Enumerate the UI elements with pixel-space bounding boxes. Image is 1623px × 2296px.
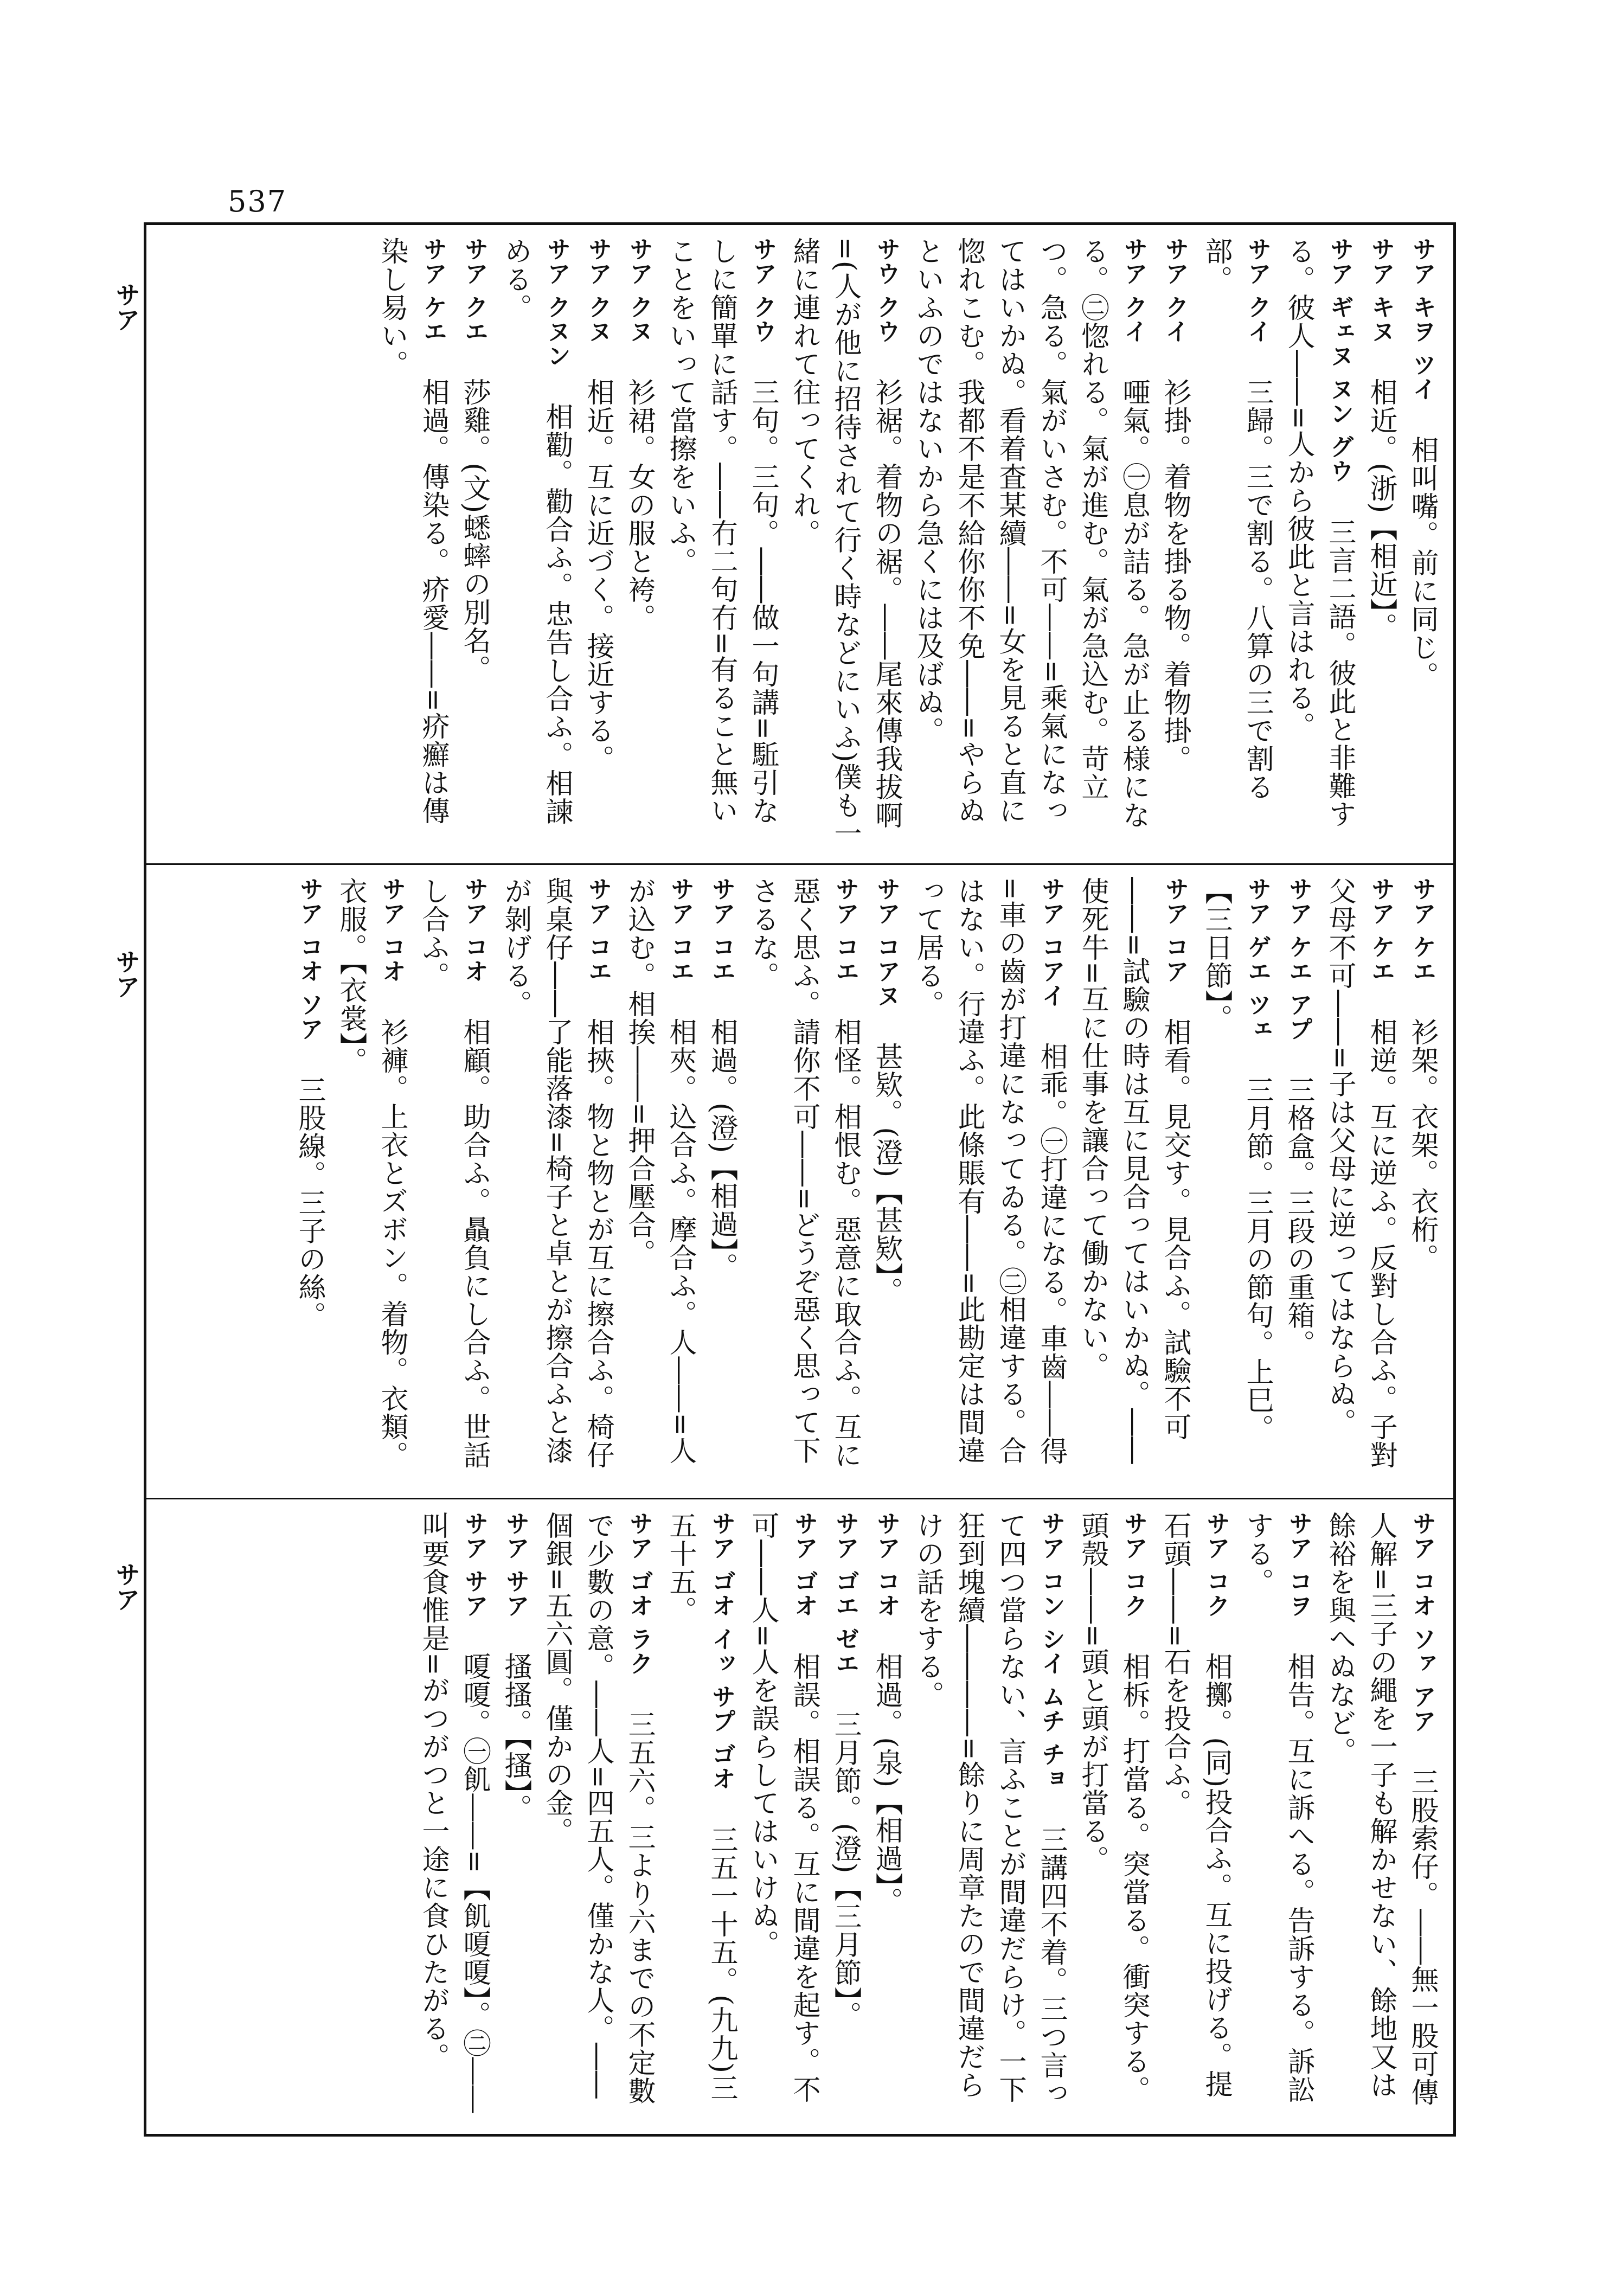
entry-separator bbox=[783, 1621, 824, 1649]
entry-separator bbox=[618, 1679, 659, 1707]
dictionary-entry bbox=[412, 1511, 495, 2119]
entry-separator bbox=[865, 1011, 907, 1039]
entry-separator bbox=[1360, 347, 1401, 375]
entry-separator bbox=[824, 1679, 865, 1707]
entry-definition: 相擲。(同)投合ふ。互に投げる。提石頭――=石を投合ふ。 bbox=[1159, 1511, 1232, 2099]
dictionary-entry bbox=[824, 1511, 865, 2119]
entry-headword-reading: サア ケエ bbox=[1408, 877, 1436, 984]
entry-definition: 相近。互に近づく。接近する。 bbox=[582, 378, 614, 773]
entry-definition: 唖氣。㊀息が詰る。急が止る様になる。㊁惚れる。氣が進む。氣が急込む。苛立つ。急る。氣がいさむ。不可――=乘氣になってはいかぬ。看着査某續――=女を見ると直に惚れこむ。我都不是不給你你不免――=やらぬといふのではないから急くには及ばぬ。 bbox=[912, 237, 1150, 830]
entry-separator bbox=[495, 1621, 536, 1649]
dictionary-entry bbox=[288, 877, 330, 1484]
entry-definition: 相過。(泉)【相過】。 bbox=[870, 1652, 902, 1915]
entry-headword-reading: サア コオ bbox=[378, 877, 406, 984]
entry-headword-reading: サア クヌン bbox=[543, 237, 570, 368]
entry-definition: 三歸。三で割る。八算の三で割る部。 bbox=[1200, 237, 1273, 801]
entry-headword-reading: サア コエ bbox=[708, 877, 735, 984]
entry-separator bbox=[865, 347, 907, 375]
dictionary-band-middle bbox=[146, 865, 1453, 1499]
dictionary-entry bbox=[1319, 877, 1401, 1484]
dictionary-entry bbox=[1401, 877, 1442, 1484]
entry-headword-reading: サア コオ bbox=[460, 877, 488, 984]
entry-separator bbox=[1401, 1736, 1442, 1765]
entry-separator bbox=[453, 1621, 495, 1649]
entry-headword-reading: サア コオ ソア bbox=[296, 877, 323, 1041]
entry-headword-reading: サア コヲ bbox=[1285, 1511, 1312, 1618]
entry-separator bbox=[412, 347, 453, 375]
entry-headword-reading: サア コエ bbox=[666, 877, 694, 984]
dictionary-entry bbox=[371, 237, 453, 850]
entry-separator bbox=[701, 1794, 742, 1822]
entry-headword-reading: サウ クウ bbox=[873, 237, 900, 344]
dictionary-entry bbox=[453, 237, 495, 850]
dictionary-entry bbox=[495, 237, 577, 850]
entry-separator bbox=[865, 1621, 907, 1649]
dictionary-entry bbox=[1154, 1511, 1236, 2119]
entry-separator bbox=[453, 986, 495, 1015]
entry-definition: 三股索仔。――無一股可傳人解=三子の繩を一子も解かせない、餘地又は餘裕を與へぬなど。 bbox=[1324, 1511, 1438, 2106]
entry-definition: 三講四不着。三つ言って四つ當らない、言ふことが間違だらけ。一下狂到塊續――――=餘りに周章たので間違だらけの話をする。 bbox=[912, 1511, 1067, 2108]
entry-headword-reading: サア ケエ bbox=[419, 237, 447, 344]
dictionary-entry bbox=[1360, 237, 1401, 850]
dictionary-entry bbox=[536, 1511, 659, 2119]
dictionary-entry bbox=[907, 1511, 1072, 2119]
entry-definition: 三格盒。三段の重箱。 bbox=[1282, 1075, 1314, 1358]
dictionary-frame bbox=[144, 222, 1456, 2137]
entry-separator bbox=[824, 986, 865, 1015]
entry-definition: 衫裙。女の服と袴。 bbox=[623, 378, 655, 632]
entry-headword-reading: サア コエ bbox=[584, 877, 612, 984]
entry-definition: 相過。(澄)【相過】。 bbox=[705, 1018, 737, 1281]
dictionary-entry bbox=[659, 1511, 742, 2119]
entry-definition: 相近。(浙)【相近】。 bbox=[1365, 378, 1397, 641]
entry-headword-reading: サア コオ ソァ アア bbox=[1408, 1511, 1436, 1733]
entry-separator bbox=[577, 986, 618, 1015]
entry-headword-reading: サア ゴオ イッ サプ ゴオ bbox=[708, 1511, 735, 1791]
entry-definition: 相告。互に訴へる。告訴する。訴訟する。 bbox=[1241, 1511, 1314, 2104]
entry-separator bbox=[1319, 486, 1360, 515]
dictionary-entry bbox=[1072, 1511, 1154, 2119]
entry-definition: 相誤。相誤る。互に間違を起す。不可――人=人を誤らしてはいけぬ。 bbox=[747, 1511, 820, 2104]
entry-definition: 莎雞。(文)蟋蟀の別名。 bbox=[458, 378, 490, 683]
entry-headword-reading: サア コア bbox=[1161, 877, 1189, 984]
entry-headword-reading: サア クイ bbox=[1120, 237, 1147, 344]
entry-definition: 三五一十五。(九九)三五十五。 bbox=[664, 1511, 737, 2102]
entry-separator bbox=[659, 986, 701, 1015]
entry-separator bbox=[1030, 1794, 1072, 1822]
dictionary-entry bbox=[742, 1511, 824, 2119]
entry-headword-reading: サア クウ bbox=[749, 237, 777, 344]
running-head: サア bbox=[112, 949, 141, 999]
entry-separator bbox=[1113, 1621, 1154, 1649]
entry-headword-reading: サア クヌ bbox=[625, 237, 653, 344]
entry-definition: 三月節。(澄)【三月節】。 bbox=[829, 1710, 861, 2029]
entry-separator bbox=[577, 347, 618, 375]
entry-definition: 相勸。勸合ふ。忠告し合ふ。相諫める。 bbox=[499, 237, 573, 826]
entry-separator bbox=[618, 347, 659, 375]
dictionary-entry bbox=[618, 237, 659, 850]
dictionary-entry bbox=[742, 877, 865, 1484]
entry-headword-reading: サア ゲエ ツェ bbox=[1243, 877, 1271, 1041]
dictionary-entry bbox=[1319, 1511, 1442, 2119]
entry-definition: 相夾。込合ふ。摩合ふ。人――=人が込む。相挨――=押合壓合。 bbox=[623, 877, 696, 1465]
dictionary-entry bbox=[618, 877, 701, 1484]
page-number: 537 bbox=[228, 184, 287, 219]
entry-headword-reading: サア ケエ アプ bbox=[1285, 877, 1312, 1041]
dictionary-entry bbox=[1195, 877, 1278, 1484]
entry-definition: 搔搔。【搔】。 bbox=[499, 1652, 531, 1823]
dictionary-entry bbox=[495, 1511, 536, 2119]
entry-definition: 相叫嘴。前に同じ。 bbox=[1406, 435, 1438, 690]
entry-headword-reading: サア クイ bbox=[1161, 237, 1189, 344]
dictionary-entry bbox=[412, 877, 495, 1484]
entry-separator bbox=[1113, 347, 1154, 375]
entry-definition: 相挾。物と物とが互に擦合ふ。椅仔與桌仔――了能落漆=椅子と卓とが擦合ふと漆が剝げる。 bbox=[499, 877, 614, 1470]
dictionary-entry bbox=[865, 1511, 907, 2119]
dictionary-entry bbox=[1278, 877, 1319, 1484]
entry-separator bbox=[1360, 986, 1401, 1015]
entry-definition: 嗄嗄。㊀飢――=【飢嗄嗄】。㊁――叫要食惟是=がつがつと一途に食ひたがる。 bbox=[417, 1511, 490, 2114]
entry-headword-reading: サア コン シイ ムチ チョ bbox=[1037, 1511, 1065, 1791]
entry-definition: 三句。三句。――做一句講=駈引なしに簡單に話す。――冇二句冇=有ること無いことをいって當擦をいふ。 bbox=[664, 237, 779, 825]
entry-definition: 相柝。打當る。突當る。衝突する。頭殼――=頭と頭が打當る。 bbox=[1076, 1511, 1150, 2104]
dictionary-entry bbox=[1236, 1511, 1319, 2119]
entry-separator bbox=[1154, 986, 1195, 1015]
dictionary-band-upper bbox=[146, 225, 1453, 865]
entry-definition: 相怪。相恨む。惡意に取合ふ。互に惡く思ふ。請你不可――=どうぞ惡く思って下さるな。 bbox=[747, 877, 861, 1470]
dictionary-entry bbox=[1154, 237, 1195, 850]
entry-separator bbox=[453, 347, 495, 375]
dictionary-entry bbox=[495, 877, 618, 1484]
entry-definition: 衫架。衣架。衣桁。 bbox=[1406, 1018, 1438, 1272]
entry-headword-reading: サア コク bbox=[1120, 1511, 1147, 1618]
entry-separator bbox=[701, 986, 742, 1015]
entry-definition: 衫褲。上衣とズボン。着物。衣類。衣服。【衣裳】。 bbox=[335, 877, 408, 1470]
entry-headword-reading: サア キヌ bbox=[1367, 237, 1395, 344]
entry-definition: 相逆。互に逆ふ。反對し合ふ。子對父母不可――=子は父母に逆ってはならぬ。 bbox=[1324, 877, 1397, 1470]
entry-headword-reading: サア クエ bbox=[460, 237, 488, 344]
dictionary-entry bbox=[1195, 237, 1278, 850]
entry-separator bbox=[1401, 405, 1442, 433]
dictionary-entry bbox=[1278, 237, 1360, 850]
dictionary-entry bbox=[907, 877, 1072, 1484]
entry-headword-reading: サア キヲ ツイ bbox=[1408, 237, 1436, 401]
entry-definition: 相看。見交す。見合ふ。試驗不可――=試驗の時は互に見合ってはいかぬ。――使死牛=互に仕事を讓合って働かない。 bbox=[1076, 877, 1191, 1465]
entry-headword-reading: サア コアイ bbox=[1037, 877, 1065, 1008]
entry-definition: 相乖。㊀打違になる。車齒――得=車の齒が打違になってゐる。㊁相違する。合はない。行違ふ。此條賬有――=此勘定は間違って居る。 bbox=[912, 877, 1067, 1466]
entry-separator bbox=[371, 986, 412, 1015]
entry-headword-reading: サア ケエ bbox=[1367, 877, 1395, 984]
entry-definition: 衫掛。着物を掛る物。着物掛。 bbox=[1159, 378, 1191, 773]
entry-separator bbox=[1278, 1044, 1319, 1073]
entry-definition: 三五六。三より六までの不定數で少數の意。――人=四五人。僅かな人。――個銀=五六圓。僅かの金。 bbox=[541, 1511, 655, 2105]
entry-separator bbox=[1195, 1621, 1236, 1649]
entry-headword-reading: サア サア bbox=[460, 1511, 488, 1618]
entry-separator bbox=[1236, 347, 1278, 375]
dictionary-entry bbox=[659, 237, 783, 850]
dictionary-entry bbox=[577, 237, 618, 850]
entry-definition: 相顧。助合ふ。贔負にし合ふ。世話し合ふ。 bbox=[417, 877, 490, 1470]
entry-headword-reading: サア コク bbox=[1202, 1511, 1230, 1618]
entry-definition: 衫裾。着物の裾。――尾來傳我拔啊=(人が他に招待されて行く時などにいふ)僕も一緒に連れて往ってくれ。 bbox=[788, 237, 902, 848]
entry-headword-reading: サア コオ bbox=[873, 1511, 900, 1618]
entry-headword-reading: サア クヌ bbox=[584, 237, 612, 344]
running-head: サア bbox=[112, 282, 141, 332]
dictionary-band-lower bbox=[146, 1499, 1453, 2134]
entry-headword-reading: サア コエ bbox=[831, 877, 859, 984]
dictionary-entry bbox=[701, 877, 742, 1484]
entry-separator bbox=[1401, 986, 1442, 1015]
entry-definition: 相過。傳染る。疥愛――=疥癬は傳染し易い。 bbox=[376, 237, 449, 825]
dictionary-entry bbox=[330, 877, 412, 1484]
entry-headword-reading: サア サア bbox=[502, 1511, 529, 1618]
entry-separator bbox=[1030, 1011, 1072, 1039]
entry-separator bbox=[742, 347, 783, 375]
dictionary-entry bbox=[783, 237, 907, 850]
dictionary-entry bbox=[1401, 237, 1442, 850]
entry-definition: 三月節。三月の節句。上巳。【三日節】。 bbox=[1200, 877, 1273, 1442]
entry-definition: 甚欵。(澄)【甚欵】。 bbox=[870, 1042, 902, 1305]
dictionary-entry bbox=[1072, 877, 1195, 1484]
entry-headword-reading: サア ゴオ bbox=[790, 1511, 818, 1618]
entry-separator bbox=[288, 1044, 330, 1073]
entry-headword-reading: サア コアヌ bbox=[873, 877, 900, 1008]
dictionary-entry bbox=[865, 877, 907, 1484]
entry-headword-reading: サア ゴエ ゼエ bbox=[831, 1511, 859, 1676]
entry-separator bbox=[536, 371, 577, 399]
entry-headword-reading: サア クイ bbox=[1243, 237, 1271, 344]
entry-definition: 三股線。三子の絲。 bbox=[293, 1075, 325, 1330]
entry-headword-reading: サア ギェヌ ヌン グウ bbox=[1326, 237, 1353, 483]
entry-separator bbox=[1154, 347, 1195, 375]
entry-separator bbox=[1236, 1044, 1278, 1073]
entry-separator bbox=[1278, 1621, 1319, 1649]
running-head: サア bbox=[112, 1562, 141, 1612]
dictionary-entry bbox=[907, 237, 1154, 850]
entry-definition: 三言二語。彼此と非難する。彼人――=人から彼此と言はれる。 bbox=[1282, 237, 1356, 828]
entry-headword-reading: サア ゴオ ラク bbox=[625, 1511, 653, 1676]
